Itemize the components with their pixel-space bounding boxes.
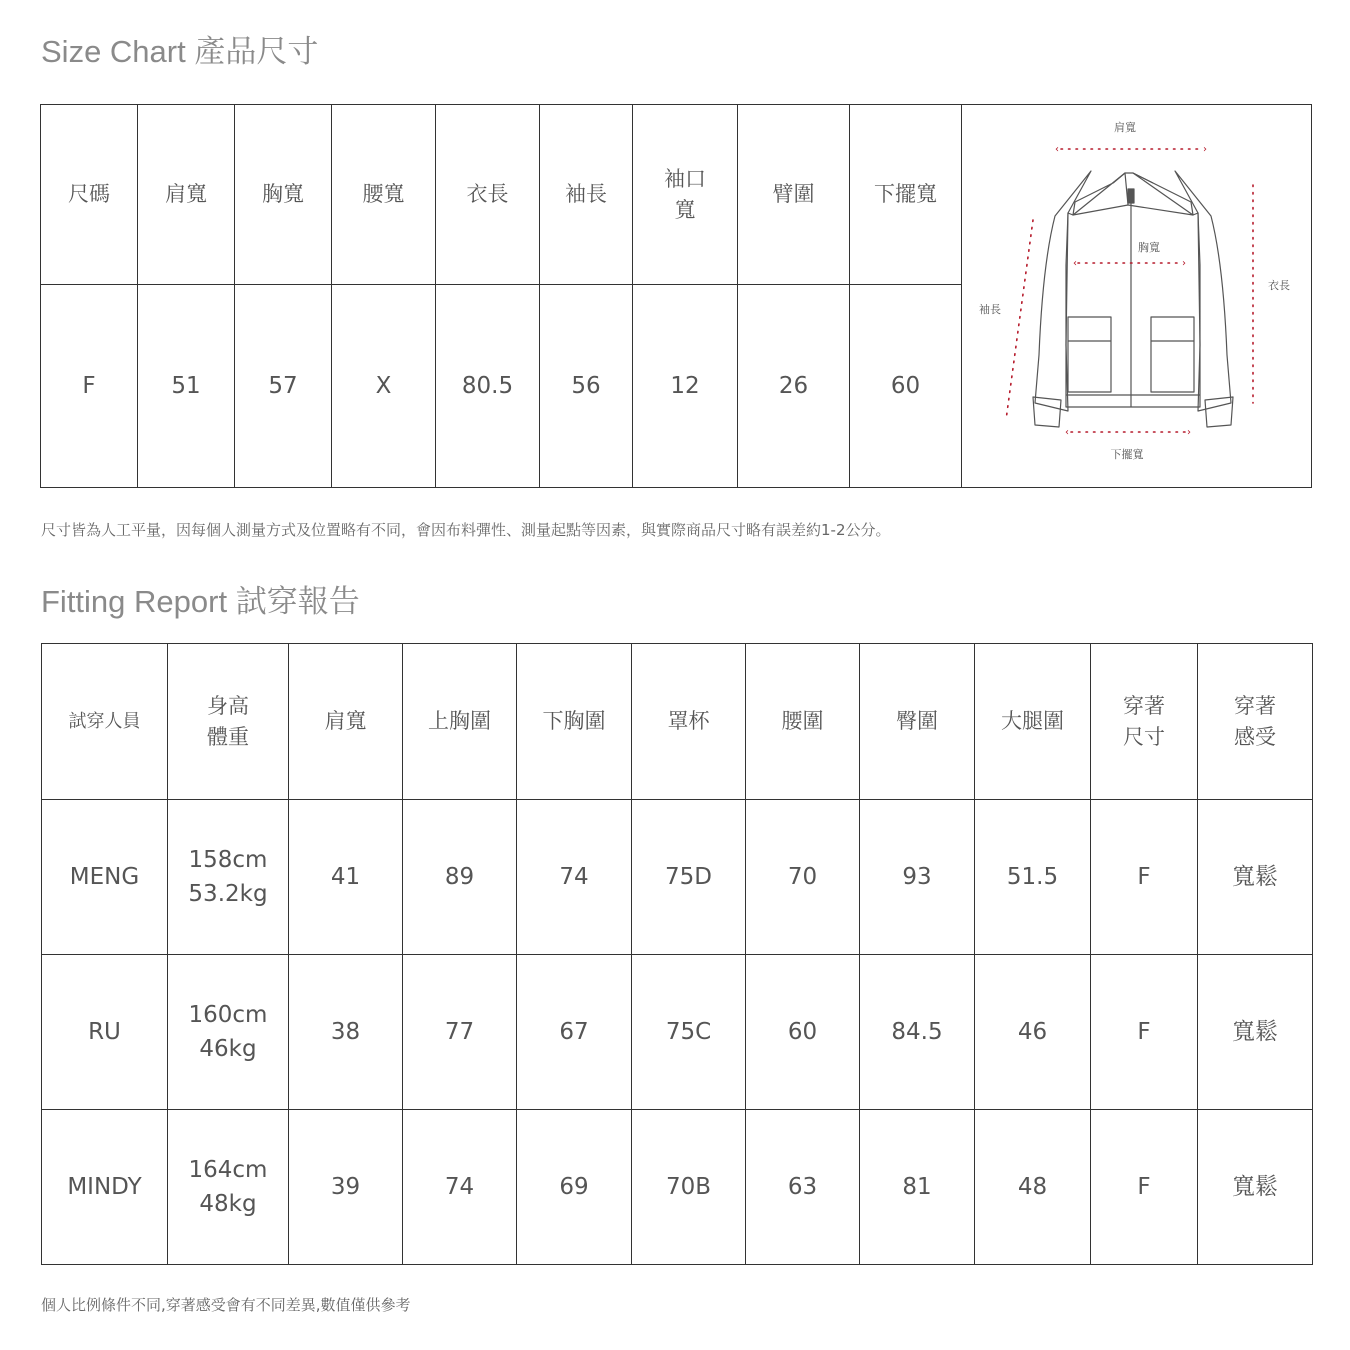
fitting-header-cell: 腰圍	[746, 644, 860, 800]
svg-text:‹: ‹	[1064, 427, 1069, 438]
size-header-cell: 衣長	[436, 105, 540, 285]
fitting-header-cell: 上胸圍	[403, 644, 517, 800]
fitting-header-cell: 試穿人員	[42, 644, 168, 800]
fitting-cell: 84.5	[860, 955, 975, 1110]
fitting-cell: F	[1091, 800, 1198, 955]
svg-text:›: ›	[1186, 427, 1191, 438]
fitting-cell: 39	[289, 1110, 403, 1265]
size-header-cell: 肩寬	[138, 105, 235, 285]
size-chart-table	[40, 104, 1312, 488]
fitting-cell: 48	[975, 1110, 1091, 1265]
fitting-cell: 74	[517, 800, 632, 955]
fitting-header-cell: 罩杯	[632, 644, 746, 800]
fitting-cell: F	[1091, 1110, 1198, 1265]
fitting-header-row	[42, 644, 1313, 800]
jacket-measurement-diagram	[963, 105, 1311, 483]
svg-text:›: ›	[1202, 144, 1207, 155]
svg-text:‹: ‹	[1054, 144, 1059, 155]
fitting-cell: 75D	[632, 800, 746, 955]
size-header-cell: 臂圍	[738, 105, 850, 285]
size-header-cell: 袖口 寬	[633, 105, 738, 285]
fitting-cell: 77	[403, 955, 517, 1110]
jacket-cuff-right	[1205, 397, 1233, 427]
size-chart-title: Size Chart 產品尺寸	[41, 34, 319, 69]
diagram-label-shoulder: 肩寬	[1113, 121, 1136, 134]
fitting-row	[42, 955, 1313, 1110]
fitting-header-cell: 大腿圍	[975, 644, 1091, 800]
fitting-cell: 41	[289, 800, 403, 955]
svg-text:›: ›	[1181, 258, 1186, 269]
fitting-header-cell: 穿著 尺寸	[1091, 644, 1198, 800]
fitting-cell: F	[1091, 955, 1198, 1110]
fitting-cell: 寬鬆	[1198, 955, 1313, 1110]
fitting-cell: 寬鬆	[1198, 1110, 1313, 1265]
fitting-header-cell: 穿著 感受	[1198, 644, 1313, 800]
jacket-diagram-cell	[962, 105, 1312, 488]
fitting-cell: 46	[975, 955, 1091, 1110]
size-value-cell: F	[41, 285, 138, 488]
fitting-cell: 75C	[632, 955, 746, 1110]
fitting-cell: 164cm 48kg	[168, 1110, 289, 1265]
fitting-cell: 81	[860, 1110, 975, 1265]
size-value-cell: 60	[850, 285, 962, 488]
fitting-row	[42, 800, 1313, 955]
fitting-report-note: 個人比例條件不同,穿著感受會有不同差異,數值僅供參考	[41, 1296, 411, 1314]
fitting-report-title: Fitting Report 試穿報告	[41, 584, 360, 619]
diagram-label-sleeve: 袖長	[978, 303, 1001, 316]
fitting-cell: 60	[746, 955, 860, 1110]
fitting-header-cell: 臀圍	[860, 644, 975, 800]
fitting-cell: 51.5	[975, 800, 1091, 955]
fitting-cell: MINDY	[42, 1110, 168, 1265]
fitting-header-cell: 身高 體重	[168, 644, 289, 800]
fitting-cell: MENG	[42, 800, 168, 955]
fitting-cell: 38	[289, 955, 403, 1110]
fitting-cell: 67	[517, 955, 632, 1110]
fitting-cell: 160cm 46kg	[168, 955, 289, 1110]
svg-text:‹: ‹	[1072, 258, 1077, 269]
fitting-cell: 70B	[632, 1110, 746, 1265]
fitting-header-cell: 下胸圍	[517, 644, 632, 800]
fitting-cell: 93	[860, 800, 975, 955]
fitting-cell: 89	[403, 800, 517, 955]
size-value-cell: 51	[138, 285, 235, 488]
size-header-row	[41, 105, 1312, 285]
fitting-report-table	[41, 643, 1313, 1265]
size-value-cell: 80.5	[436, 285, 540, 488]
fitting-cell: 寬鬆	[1198, 800, 1313, 955]
size-header-cell: 下擺寬	[850, 105, 962, 285]
jacket-pocket-right	[1151, 317, 1194, 392]
diagram-label-chest: 胸寬	[1137, 241, 1160, 254]
size-value-cell: 56	[540, 285, 633, 488]
size-value-cell: X	[332, 285, 436, 488]
jacket-pocket-left	[1068, 317, 1111, 392]
size-header-cell: 胸寬	[235, 105, 332, 285]
size-header-cell: 袖長	[540, 105, 633, 285]
diagram-label-length: 衣長	[1267, 279, 1290, 292]
size-header-cell: 尺碼	[41, 105, 138, 285]
fitting-header-cell: 肩寬	[289, 644, 403, 800]
size-value-cell: 57	[235, 285, 332, 488]
fitting-cell: 69	[517, 1110, 632, 1265]
fitting-cell: 63	[746, 1110, 860, 1265]
fitting-cell: 70	[746, 800, 860, 955]
size-value-cell: 26	[738, 285, 850, 488]
diagram-label-hem: 下擺寬	[1110, 448, 1143, 461]
fitting-cell: 158cm 53.2kg	[168, 800, 289, 955]
size-header-cell: 腰寬	[332, 105, 436, 285]
jacket-cuff-left	[1033, 397, 1061, 427]
fitting-cell: 74	[403, 1110, 517, 1265]
size-value-cell: 12	[633, 285, 738, 488]
fitting-cell: RU	[42, 955, 168, 1110]
size-chart-note: 尺寸皆為人工平量，因每個人測量方式及位置略有不同，會因布料彈性、測量起點等因素，與實際商品尺寸略有誤差約1-2公分。	[41, 521, 891, 539]
fitting-row	[42, 1110, 1313, 1265]
